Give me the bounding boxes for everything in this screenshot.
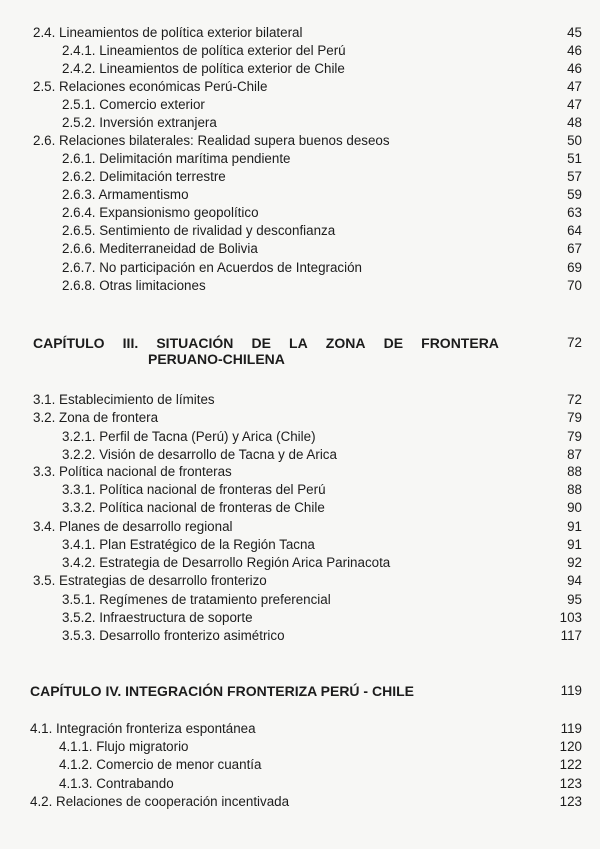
toc-page-number: 90 — [567, 500, 582, 515]
toc-subentry: 3.5.3. Desarrollo fronterizo asimétrico — [62, 628, 285, 643]
toc-page-number: 47 — [567, 97, 582, 112]
toc-page-number: 79 — [567, 429, 582, 444]
chapter-3-word: CAPÍTULO — [33, 335, 105, 351]
toc-entry: 3.3. Política nacional de fronteras — [33, 464, 232, 479]
chapter-3-word: DE — [251, 335, 271, 351]
chapter-3-heading-line2: PERUANO-CHILENA — [148, 351, 285, 367]
chapter-3-word: III. — [122, 335, 139, 351]
toc-subentry: 4.1.3. Contrabando — [59, 776, 174, 791]
chapter-3-word: FRONTERA — [421, 335, 499, 351]
toc-subentry: 2.4.2. Lineamientos de política exterior de Chile — [62, 61, 345, 76]
toc-page-number: 91 — [567, 537, 582, 552]
toc-page-number: 92 — [567, 555, 582, 570]
toc-page-number: 95 — [567, 592, 582, 607]
toc-page-number: 123 — [559, 776, 582, 791]
toc-subentry: 3.2.1. Perfil de Tacna (Perú) y Arica (Chile) — [62, 429, 316, 444]
toc-subentry: 3.4.1. Plan Estratégico de la Región Tacna — [62, 537, 315, 552]
toc-subentry: 2.6.5. Sentimiento de rivalidad y desconfianza — [62, 223, 336, 238]
toc-subentry: 2.6.7. No participación en Acuerdos de Integración — [62, 260, 362, 275]
toc-page-number: 87 — [567, 447, 582, 462]
chapter-3-word: DE — [383, 335, 404, 351]
toc-subentry: 3.3.1. Política nacional de fronteras del Perú — [62, 482, 326, 497]
chapter-3-word: SITUACIÓN — [156, 335, 234, 351]
toc-subentry: 2.5.1. Comercio exterior — [62, 97, 205, 112]
chapter-3-word: ZONA — [325, 335, 366, 351]
toc-entry: 4.2. Relaciones de cooperación incentivada — [30, 794, 290, 809]
toc-page-number: 117 — [560, 628, 582, 643]
toc-entry: 2.5. Relaciones económicas Perú-Chile — [33, 79, 268, 94]
toc-subentry: 2.6.6. Mediterraneidad de Bolivia — [62, 241, 258, 256]
toc-page-number: 63 — [567, 205, 582, 220]
toc-subentry: 2.4.1. Lineamientos de política exterior del Perú — [62, 43, 346, 58]
toc-page-number: 67 — [567, 241, 582, 256]
toc-page-number: 47 — [567, 79, 582, 94]
toc-page-number: 122 — [559, 757, 582, 772]
toc-subentry: 3.2.2. Visión de desarrollo de Tacna y de Arica — [62, 447, 337, 462]
toc-entry: 3.4. Planes de desarrollo regional — [33, 519, 233, 534]
toc-entry: 4.1. Integración fronteriza espontánea — [30, 721, 256, 736]
toc-page-number: 88 — [567, 482, 582, 497]
toc-subentry: 3.4.2. Estrategia de Desarrollo Región Arica Parinacota — [62, 555, 391, 570]
toc-page-number: 64 — [567, 223, 582, 238]
toc-subentry: 4.1.2. Comercio de menor cuantía — [59, 757, 262, 772]
toc-page-number: 103 — [559, 610, 582, 625]
toc-subentry: 2.6.8. Otras limitaciones — [62, 278, 206, 293]
toc-subentry: 3.5.1. Regímenes de tratamiento preferencial — [62, 592, 331, 607]
toc-page-number: 123 — [559, 794, 582, 809]
toc-page-number: 69 — [567, 260, 582, 275]
toc-subentry: 4.1.1. Flujo migratorio — [59, 739, 189, 754]
toc-page-number: 50 — [567, 133, 582, 148]
toc-page-number: 51 — [567, 151, 582, 166]
toc-page-number: 46 — [567, 43, 582, 58]
toc-page-number: 119 — [560, 721, 582, 736]
toc-subentry: 3.5.2. Infraestructura de soporte — [62, 610, 253, 625]
toc-entry: 3.2. Zona de frontera — [33, 410, 159, 425]
toc-page-number: 88 — [567, 464, 582, 479]
chapter-4-page-number: 119 — [560, 683, 582, 698]
toc-page-number: 72 — [567, 392, 582, 407]
toc-subentry: 2.5.2. Inversión extranjera — [62, 115, 217, 130]
toc-page-number: 91 — [567, 519, 582, 534]
toc-page-number: 120 — [559, 739, 582, 754]
toc-subentry: 3.3.2. Política nacional de fronteras de Chile — [62, 500, 325, 515]
toc-entry: 3.5. Estrategias de desarrollo fronterizo — [33, 573, 267, 588]
chapter-3-page-number: 72 — [567, 335, 582, 350]
chapter-4-heading: CAPÍTULO IV. INTEGRACIÓN FRONTERIZA PERÚ - CHILE — [30, 683, 414, 699]
toc-page-number: 79 — [567, 410, 582, 425]
chapter-3-word: LA — [289, 335, 308, 351]
toc-entry: 3.1. Establecimiento de límites — [33, 392, 215, 407]
toc-page-number: 57 — [567, 169, 582, 184]
chapter-3-heading — [33, 335, 499, 367]
toc-page-number: 59 — [567, 187, 582, 202]
toc-page-number: 46 — [567, 61, 582, 76]
toc-subentry: 2.6.1. Delimitación marítima pendiente — [62, 151, 291, 166]
toc-page-number: 94 — [567, 573, 582, 588]
toc-subentry: 2.6.2. Delimitación terrestre — [62, 169, 226, 184]
toc-page-number: 45 — [567, 25, 582, 40]
toc-subentry: 2.6.4. Expansionismo geopolítico — [62, 205, 259, 220]
toc-entry: 2.6. Relaciones bilaterales: Realidad supera buenos deseos — [33, 133, 390, 148]
toc-subentry: 2.6.3. Armamentismo — [62, 187, 189, 202]
toc-entry: 2.4. Lineamientos de política exterior bilateral — [33, 25, 303, 40]
toc-page-number: 48 — [567, 115, 582, 130]
toc-page-number: 70 — [567, 278, 582, 293]
